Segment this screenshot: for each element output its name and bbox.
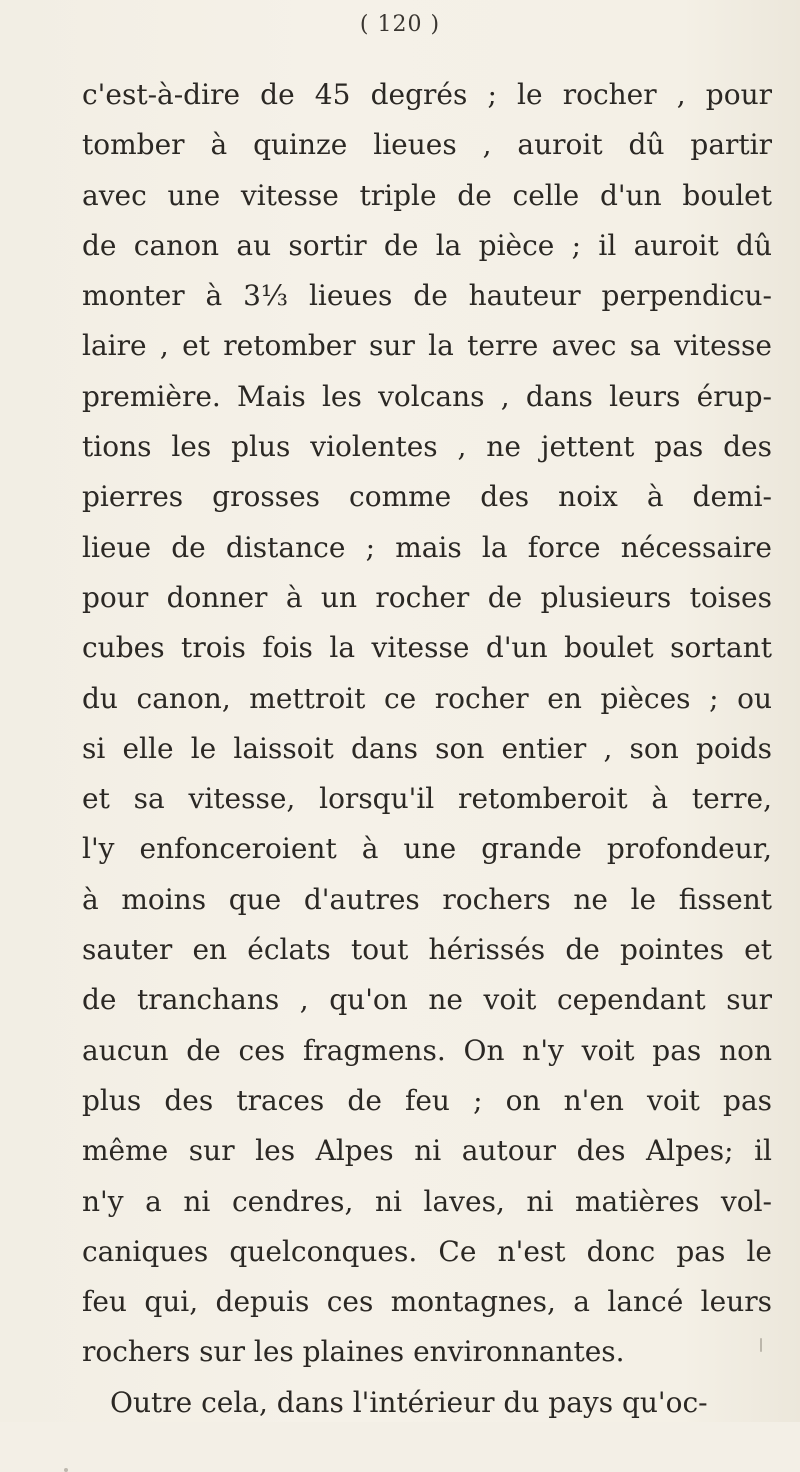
text-line: caniques quelconques. Ce n'est donc pas le [82,1234,772,1268]
text-line: rochers sur les plaines environnantes. [82,1335,625,1369]
text-line: si elle le laissoit dans son entier , son poids [82,731,772,765]
text-line: sauter en éclats tout hérissés de pointes et [82,933,772,967]
text-line: feu qui, depuis ces montagnes, a lancé leurs [82,1285,772,1319]
paper-speck [64,1468,68,1472]
text-line: l'y enfonceroient à une grande profondeur, [82,832,772,866]
text-line: première. Mais les volcans , dans leurs érup- [82,379,772,413]
text-line: pour donner à un rocher de plusieurs toises [82,580,772,614]
text-line: laire , et retomber sur la terre avec sa vitesse [82,329,772,363]
text-line: avec une vitesse triple de celle d'un boulet [82,178,772,212]
text-line: à moins que d'autres rochers ne le fissent [82,882,772,916]
text-line: même sur les Alpes ni autour des Alpes; il [82,1134,772,1168]
text-line: n'y a ni cendres, ni laves, ni matières vol- [82,1184,772,1218]
text-line: pierres grosses comme des noix à demi- [82,480,772,514]
text-line: cubes trois fois la vitesse d'un boulet sortant [82,631,772,665]
text-line: monter à 3⅓ lieues de hauteur perpendicu- [82,279,772,313]
body-text [82,70,772,1428]
text-line: Outre cela, dans l'intérieur du pays qu'oc- [110,1385,708,1419]
text-line: tomber à quinze lieues , auroit dû partir [82,128,772,162]
text-line: c'est-à-dire de 45 degrés ; le rocher , pour [82,78,772,111]
text-line: et sa vitesse, lorsqu'il retomberoit à terre, [82,782,772,816]
text-line: plus des traces de feu ; on n'en voit pas [82,1083,772,1117]
text-line: lieue de distance ; mais la force nécessaire [82,530,772,564]
page-number: ( 120 ) [359,12,441,37]
text-line: de tranchans , qu'on ne voit cependant sur [82,983,772,1017]
paper-speck [760,1338,762,1352]
text-line: du canon, mettroit ce rocher en pièces ; ou [82,681,772,715]
text-line: aucun de ces fragmens. On n'y voit pas non [82,1033,772,1067]
text-line: tions les plus violentes , ne jettent pas des [82,430,772,464]
text-line: de canon au sortir de la pièce ; il auroit dû [82,228,772,262]
